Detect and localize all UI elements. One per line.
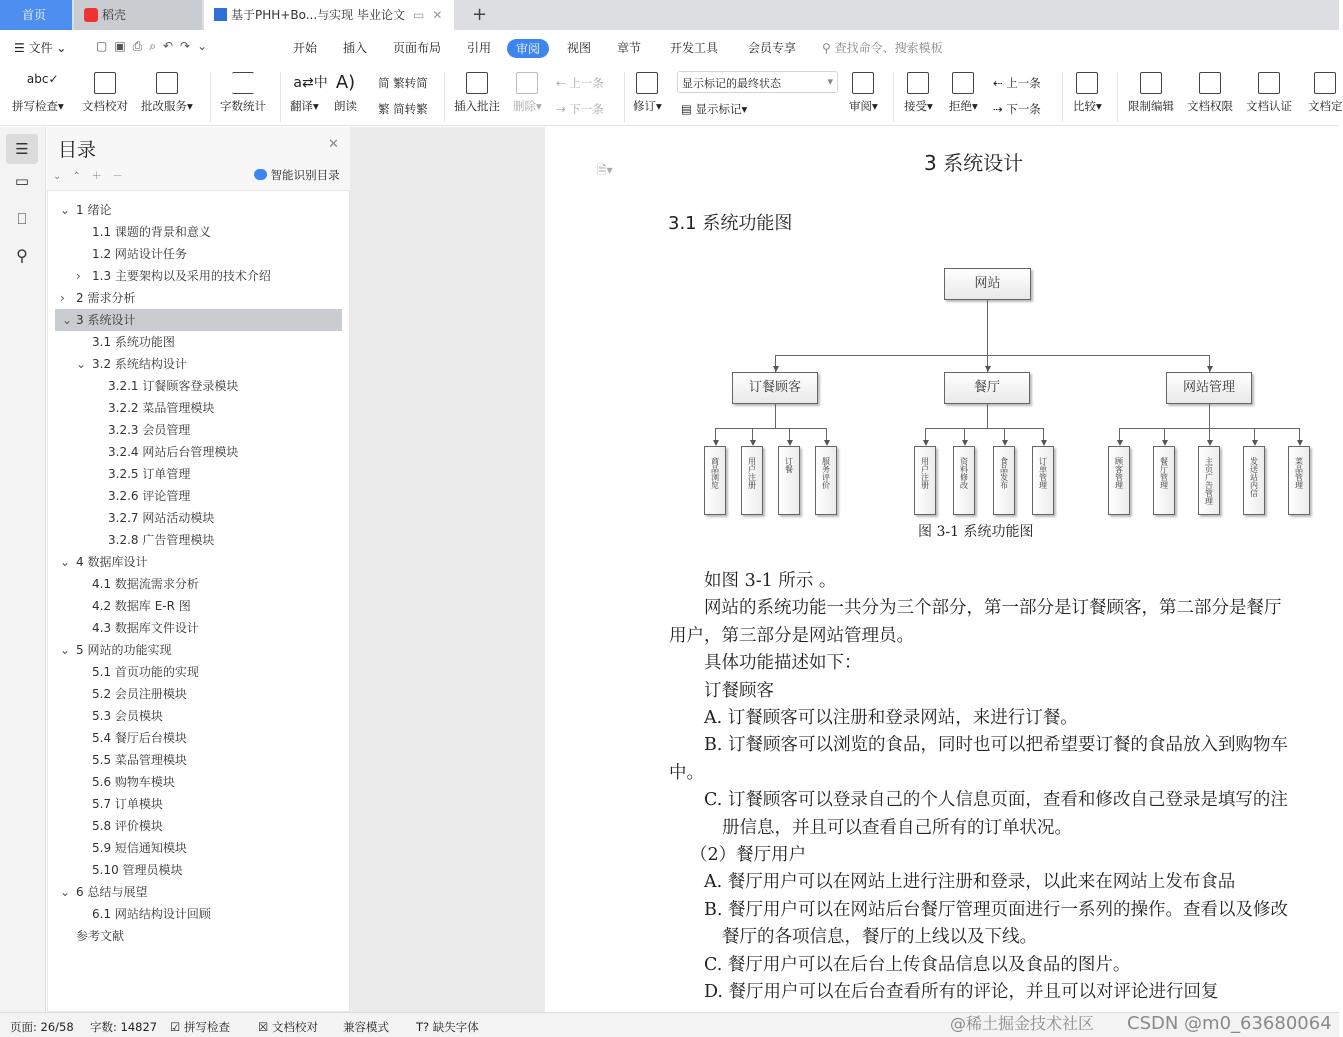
toc-item[interactable] [48, 595, 349, 617]
file-menu[interactable]: ☰ 文件 ⌄ [14, 41, 67, 55]
diagram-leaf-node: 服务评价 [815, 446, 837, 515]
toc-item-label: 1.1 课题的背景和意义 [92, 225, 211, 239]
menu-bar [0, 30, 1339, 66]
toc-controls[interactable]: ⌄⌃＋－ [53, 171, 134, 182]
reject-icon [952, 72, 974, 94]
daoke-logo-icon [84, 8, 98, 22]
toc-item-label: 1.3 主要架构以及采用的技术介绍 [92, 269, 271, 283]
lock-doc-icon [1140, 72, 1162, 94]
diagram-group-node: 订餐顾客 [732, 372, 818, 404]
diagram-leaf-node: 资料修改 [953, 446, 975, 515]
connector-line [987, 404, 988, 428]
diagram-leaf-node: 主页广告管理 [1198, 446, 1220, 515]
menu-member[interactable]: 会员专享 [748, 41, 797, 55]
diagram-leaf-node: 商品浏览 [704, 446, 726, 515]
comment-plus-icon [466, 72, 488, 94]
menu-devtools[interactable]: 开发工具 [670, 41, 719, 55]
toc-item-label: 3.2.4 网站后台管理模块 [108, 445, 239, 459]
comment-delete-icon [516, 72, 538, 94]
read-aloud-button[interactable]: A) 朗读 [334, 72, 357, 113]
toc-item[interactable] [48, 353, 349, 375]
paragraph-line: B. 餐厅用户可以在网站后台餐厅管理页面进行一系列的操作。查看以及修改 [704, 899, 1288, 920]
navigation-icon[interactable]: ▭ [14, 172, 30, 190]
toc-item-label: 3.2.6 评论管理 [108, 489, 191, 503]
compat-mode: 兼容模式 [343, 1020, 389, 1034]
toc-item[interactable] [48, 419, 349, 441]
paragraph-line: 中。 [669, 762, 704, 783]
section-heading: 3.1 系统功能图 [668, 213, 793, 234]
menu-chapter[interactable]: 章节 [617, 41, 642, 55]
diagram-root-node: 网站 [944, 268, 1031, 300]
insert-comment-button[interactable]: 插入批注 [454, 72, 500, 114]
toc-item[interactable] [48, 375, 349, 397]
toc-item[interactable] [48, 925, 349, 947]
correction-icon [156, 72, 178, 94]
track-changes-icon [636, 72, 658, 94]
accept-button[interactable]: 接受▾ [904, 72, 933, 114]
toc-item[interactable] [48, 837, 349, 859]
bookmark-icon[interactable]: ⎕ [17, 210, 27, 228]
toc-item-label: 1 绪论 [76, 203, 112, 217]
connector-line [1164, 428, 1165, 440]
toc-item-label: 5.3 会员模块 [92, 709, 163, 723]
diagram-leaf-node: 顾客管理 [1108, 446, 1130, 515]
trad-to-simp-button[interactable]: 简 繁转简 [378, 76, 428, 90]
connector-line [1043, 428, 1044, 440]
translate-icon: a⇄中 [293, 75, 328, 91]
watermark-juejin: @稀土掘金技术社区 [950, 1014, 1095, 1033]
connector-line [1004, 428, 1005, 440]
paragraph-line: A. 订餐顾客可以注册和登录网站，来进行订餐。 [704, 708, 1078, 728]
toc-item[interactable] [48, 881, 349, 903]
diagram-leaf-node: 食品发布 [993, 446, 1015, 515]
connector-line [715, 428, 716, 440]
toc-item[interactable] [48, 771, 349, 793]
delete-comment-button[interactable]: 删除▾ [513, 72, 542, 114]
toc-item[interactable] [48, 199, 349, 221]
close-panel-icon[interactable]: ✕ [328, 137, 339, 152]
menu-view[interactable]: 视图 [567, 41, 592, 55]
diagram-group-node: 餐厅 [944, 372, 1030, 404]
tab-document-label: 基于PHH+Bo...与实现 毕业论文 [231, 8, 405, 22]
connector-line [1209, 428, 1210, 440]
next-comment-button[interactable]: ⇢ 下一条 [556, 102, 604, 116]
close-tab-icon[interactable]: ✕ [432, 8, 443, 22]
toc-item[interactable] [48, 397, 349, 419]
proofread-button[interactable]: 文档校对 [82, 72, 128, 114]
chevron-down-icon[interactable]: ⌄ [60, 643, 71, 657]
connector-line [964, 428, 965, 440]
review-pane-button[interactable]: 审阅▾ [849, 72, 878, 114]
paragraph-line: C. 订餐顾客可以登录自己的个人信息页面，查看和修改自己登录是填写的注 [704, 790, 1288, 811]
doc-finalize-button[interactable]: 文档定 [1308, 72, 1343, 114]
toc-item-label: 参考文献 [76, 929, 125, 943]
simp-to-trad-button[interactable]: 繁 简转繁 [378, 102, 428, 116]
toc-item[interactable] [48, 265, 349, 287]
reject-button[interactable]: 拒绝▾ [949, 72, 978, 114]
toc-item[interactable] [48, 441, 349, 463]
toc-item[interactable] [48, 683, 349, 705]
diagram-group-node: 网站管理 [1166, 372, 1252, 404]
review-pane-icon [852, 72, 874, 94]
paragraph-line: 册信息，并且可以查看自己所有的订单状况。 [722, 817, 1072, 838]
toc-item[interactable] [48, 287, 349, 309]
ribbon [0, 66, 1343, 126]
toc-item[interactable] [48, 331, 349, 353]
word-count-button[interactable]: 字数统计 [220, 72, 266, 114]
paragraph-line: D. 餐厅用户可以在后台查看所有的评论，并且可以对评论进行回复 [704, 982, 1219, 1002]
connector-line [752, 428, 753, 440]
chevron-down-icon[interactable]: ⌄ [60, 203, 71, 217]
toc-item-label: 5.10 管理员模块 [92, 863, 183, 877]
connector-line [1299, 428, 1300, 440]
toc-item[interactable] [48, 815, 349, 837]
connector-line [987, 300, 988, 355]
connector-line [775, 355, 1210, 356]
toc-item[interactable] [48, 485, 349, 507]
toc-item-label: 6.1 网站结构设计回顾 [92, 907, 211, 921]
toc-item-label: 5.9 短信通知模块 [92, 841, 187, 855]
accept-icon [907, 72, 929, 94]
toc-item[interactable] [55, 309, 342, 331]
tab-bar [0, 0, 1339, 30]
shield-doc-icon [1258, 72, 1280, 94]
diagram-leaf-node: 用户注册 [741, 446, 763, 515]
paragraph-line: 订餐顾客 [704, 680, 774, 701]
pin-icon[interactable]: ▭ [412, 8, 425, 22]
side-icon-strip [0, 127, 46, 1012]
connector-line [775, 404, 776, 428]
search-icon[interactable]: ⚲ [16, 246, 28, 265]
writer-doc-icon [214, 8, 227, 21]
toc-item-label: 5.7 订单模块 [92, 797, 163, 811]
toc-panel-icon[interactable]: ☰ [6, 134, 38, 164]
tab-daoke[interactable] [74, 0, 202, 30]
connector-line [826, 428, 827, 440]
check-doc-icon [1314, 72, 1336, 94]
doc-permission-button[interactable]: 文档权限 [1187, 72, 1233, 114]
missing-fonts[interactable]: T? 缺失字体 [416, 1020, 479, 1034]
toc-title: 目录 [58, 139, 97, 161]
translate-button[interactable]: a⇄中 翻译▾ [290, 72, 319, 114]
paragraph-line: B. 订餐顾客可以浏览的食品，同时也可以把希望要订餐的食品放入到购物车 [704, 735, 1288, 756]
toc-item[interactable] [48, 859, 349, 881]
menu-references[interactable]: 引用 [467, 41, 492, 55]
compare-icon [1076, 72, 1098, 94]
diagram-leaf-node: 用户注册 [914, 446, 936, 515]
toc-panel [47, 127, 350, 1012]
menu-start[interactable]: 开始 [293, 41, 318, 55]
watermark-csdn: CSDN @m0_63680064 [1127, 1013, 1332, 1034]
doc-options-icon[interactable]: 🗎▾ [597, 163, 613, 177]
toc-item-label: 5.1 首页功能的实现 [92, 665, 199, 679]
toc-item-label: 6 总结与展望 [76, 885, 148, 899]
compare-button[interactable]: 比较▾ [1073, 72, 1102, 114]
paragraph-line: 用户，第三部分是网站管理员。 [669, 625, 914, 646]
new-tab-button[interactable]: + [472, 4, 488, 25]
toc-item-label: 2 需求分析 [76, 291, 136, 305]
next-change-button[interactable]: ⇢ 下一条 [993, 102, 1041, 116]
toc-item[interactable] [48, 243, 349, 265]
toc-item-label: 3.2.1 订餐顾客登录模块 [108, 379, 239, 393]
toc-item-label: 3.2.3 会员管理 [108, 423, 191, 437]
toc-item[interactable] [48, 221, 349, 243]
toc-item-label: 5.6 购物车模块 [92, 775, 175, 789]
chevron-right-icon[interactable]: › [76, 269, 81, 283]
paragraph-line: （2）餐厅用户 [690, 845, 807, 865]
diagram-leaf-node: 餐厅管理 [1153, 446, 1175, 515]
toc-item-label: 5 网站的功能实现 [76, 643, 172, 657]
connector-line [1209, 404, 1210, 428]
toc-item-label: 4.1 数据流需求分析 [92, 577, 199, 591]
paragraph-line: 餐厅的各项信息，餐厅的上线以及下线。 [722, 927, 1037, 948]
toc-item[interactable] [48, 617, 349, 639]
paragraph-line: 网站的系统功能一共分为三个部分，第一部分是订餐顾客，第二部分是餐厅 [704, 598, 1282, 619]
chevron-down-icon[interactable]: ⌄ [62, 313, 73, 327]
prev-comment-button[interactable]: ⇠ 上一条 [556, 76, 604, 90]
diagram-leaf-node: 菜品管理 [1288, 446, 1310, 515]
status-proofread[interactable]: ☒ 文档校对 [258, 1020, 318, 1034]
connector-line [925, 428, 926, 440]
quick-access-toolbar[interactable]: ▢▣⎙⌕↶↷⌄ [96, 39, 215, 53]
toc-item[interactable] [48, 463, 349, 485]
toc-item-label: 3.2.7 网站活动模块 [108, 511, 215, 525]
toc-item-label: 4.2 数据库 E-R 图 [92, 599, 191, 613]
toc-item[interactable] [48, 573, 349, 595]
toc-item[interactable] [48, 793, 349, 815]
chevron-right-icon[interactable]: › [60, 291, 65, 305]
toc-list [47, 190, 350, 1012]
toc-item[interactable] [48, 661, 349, 683]
tab-home[interactable]: 首页 [0, 0, 72, 30]
diagram-leaf-node: 订餐 [778, 446, 800, 515]
correction-service-button[interactable]: 批改服务▾ [141, 72, 193, 114]
key-doc-icon [1199, 72, 1221, 94]
status-spell-check[interactable]: ☑ 拼写检查 [170, 1020, 230, 1034]
spell-check-button[interactable]: abc✓ 拼写检查▾ [12, 72, 64, 113]
toc-item[interactable] [48, 727, 349, 749]
toc-item-label: 5.4 餐厅后台模块 [92, 731, 187, 745]
toc-item-label: 1.2 网站设计任务 [92, 247, 187, 261]
tab-daoke-label: 稻壳 [102, 8, 127, 22]
toc-item[interactable] [48, 529, 349, 551]
toc-item-label: 5.2 会员注册模块 [92, 687, 187, 701]
toc-item-label: 3.2.8 广告管理模块 [108, 533, 215, 547]
toc-item-label: 3.2.5 订单管理 [108, 467, 191, 481]
toc-item[interactable] [48, 507, 349, 529]
smart-icon [254, 169, 267, 180]
toc-item-label: 4.3 数据库文件设计 [92, 621, 199, 635]
paragraph-line: 如图 3-1 所示 。 [704, 571, 837, 591]
toc-item[interactable] [48, 749, 349, 771]
menu-review[interactable]: 审阅 [507, 39, 549, 58]
document-margin [350, 127, 545, 1012]
chevron-down-icon[interactable]: ⌄ [76, 357, 87, 371]
connector-line [789, 428, 790, 440]
toc-item-label: 3.1 系统功能图 [92, 335, 175, 349]
display-state-select[interactable]: 显示标记的最终状态 ▾ [677, 71, 838, 93]
search-icon: ⚲ [822, 41, 831, 55]
toc-item[interactable] [48, 639, 349, 661]
toc-item-label: 5.8 评价模块 [92, 819, 163, 833]
word-count-icon [232, 72, 254, 94]
smart-toc-button[interactable]: 智能识别目录 [254, 167, 340, 183]
menu-insert[interactable]: 插入 [343, 41, 368, 55]
abc-check-icon: abc✓ [26, 72, 59, 86]
track-changes-button[interactable]: 修订▾ [633, 72, 662, 114]
connector-line [1119, 428, 1120, 440]
page-indicator[interactable]: 页面: 26/58 [10, 1020, 74, 1034]
toc-item-label: 5.5 菜品管理模块 [92, 753, 187, 767]
toc-item[interactable] [48, 705, 349, 727]
figure-caption: 图 3-1 系统功能图 [918, 524, 1034, 540]
show-marks-button[interactable]: ▤ 显示标记▾ [681, 102, 748, 116]
restrict-editing-button[interactable]: 限制编辑 [1128, 72, 1174, 114]
connector-line [715, 428, 827, 429]
chevron-down-icon[interactable]: ⌄ [60, 885, 71, 899]
toc-item[interactable] [48, 551, 349, 573]
toc-item-label: 4 数据库设计 [76, 555, 148, 569]
paragraph-line: C. 餐厅用户可以在后台上传食品信息以及食品的图片。 [704, 954, 1131, 975]
read-aloud-icon: A) [335, 72, 356, 93]
connector-line [925, 428, 1044, 429]
proofread-icon [94, 72, 116, 94]
chapter-heading: 3 系统设计 [924, 151, 1024, 175]
diagram-leaf-node: 发送站内信 [1243, 446, 1265, 515]
prev-change-button[interactable]: ⇠ 上一条 [993, 76, 1041, 90]
diagram-leaf-node: 订单管理 [1032, 446, 1054, 515]
menu-layout[interactable]: 页面布局 [393, 41, 442, 55]
command-search[interactable]: ⚲ 查找命令、搜索模板 [822, 41, 943, 55]
chevron-down-icon[interactable]: ⌄ [60, 555, 71, 569]
word-count[interactable]: 字数: 14827 [90, 1020, 158, 1034]
connector-line [1254, 428, 1255, 440]
tab-document[interactable] [204, 0, 454, 30]
paragraph-line: A. 餐厅用户可以在网站上进行注册和登录，以此来在网站上发布食品 [704, 872, 1236, 893]
doc-certify-button[interactable]: 文档认证 [1246, 72, 1292, 114]
toc-item[interactable] [48, 903, 349, 925]
toc-item-label: 3.2.2 菜品管理模块 [108, 401, 215, 415]
toc-item-label: 3 系统设计 [76, 313, 136, 327]
toc-item-label: 3.2 系统结构设计 [92, 357, 187, 371]
paragraph-line: 具体功能描述如下： [704, 653, 862, 674]
